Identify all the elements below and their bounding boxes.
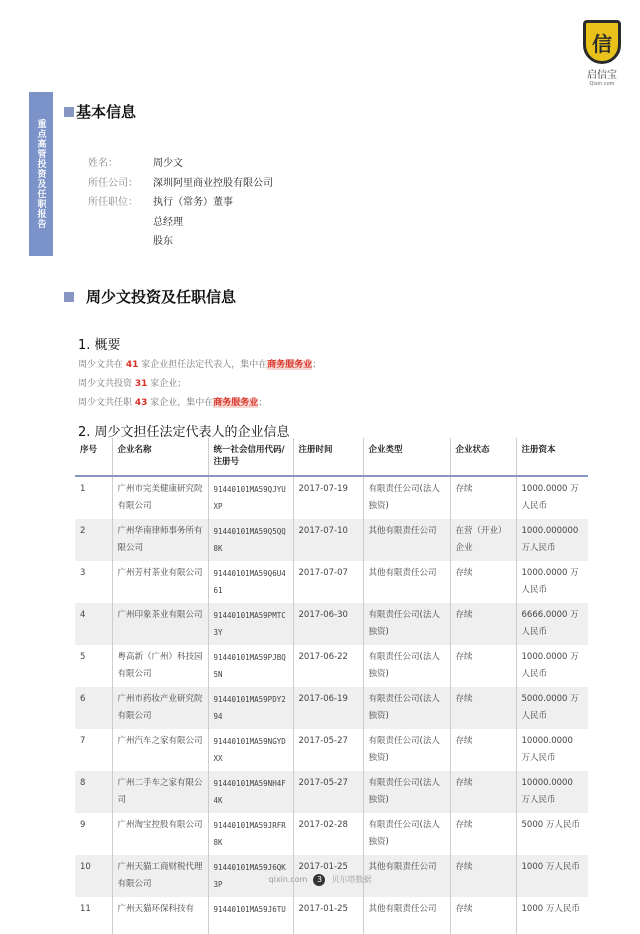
info-label: 所任职位： [88,197,138,209]
table-cell: 广州淘宝控股有限公司 [112,813,208,855]
summary-line: 周少文共在 41 家企业担任法定代表人，集中在商务服务业； [78,360,322,370]
table-cell: 5 [80,652,86,662]
column-header: 注册资本 [516,438,588,476]
table-row [75,561,588,603]
table-cell: 10000.0000 万人民币 [516,771,588,813]
table-row [75,519,588,561]
column-header: 企业状态 [450,438,516,476]
table-cell: 存续 [450,687,516,729]
basic-info-heading [64,101,136,122]
table-cell: 存续 [450,771,516,813]
bullet-square-icon [64,107,74,117]
info-value: 总经理 [153,216,183,228]
table-row [75,813,588,855]
table-cell: 广州印象茶业有限公司 [112,603,208,645]
shield-logo-icon: 信 [583,20,621,64]
table-cell: 存续 [450,476,516,519]
table-cell: 广州天猫环保科技有 [112,897,208,934]
info-value: 股东 [153,236,173,248]
table-cell: 91440101MA59J6QK3P [208,855,293,897]
table-cell: 91440101MA59QJYUXP [208,476,293,519]
page-number: 3 [313,874,325,886]
table-row [75,645,588,687]
qixin-logo [578,20,626,87]
table-cell: 有限责任公司(法人独资) [363,813,450,855]
section-heading [64,286,236,307]
overview-summary [78,356,321,413]
table-cell: 广州二手车之家有限公司 [112,771,208,813]
table-cell: 1 [80,484,86,494]
table-cell: 有限责任公司(法人独资) [363,603,450,645]
table-cell: 1000 万人民币 [516,855,588,897]
table-cell: 2017-07-10 [293,519,363,561]
table-cell: 其他有限责任公司 [363,519,450,561]
table-cell: 2017-07-07 [293,561,363,603]
info-value: 深圳阿里商业控股有限公司 [153,177,273,189]
overview-title: 1. 概要 [78,338,121,353]
table-cell: 1000.0000 万人民币 [516,645,588,687]
table-cell: 91440101MA59JRFR8K [208,813,293,855]
info-value: 周少文 [153,158,183,170]
table-cell: 91440101MA59NGYDXX [208,729,293,771]
logo-url: Qixin.com [589,81,615,87]
table-cell: 2017-06-19 [293,687,363,729]
column-header: 统一社会信用代码/注册号 [208,438,293,476]
table-cell: 广州芳村茶业有限公司 [112,561,208,603]
basic-info [88,152,273,250]
table-row [75,897,588,934]
info-row [88,191,273,211]
table-cell: 91440101MA59NH4F4K [208,771,293,813]
table-cell: 1000 万人民币 [516,897,588,934]
table-cell: 2017-01-25 [293,855,363,897]
table-cell: 2017-01-25 [293,897,363,934]
table-cell: 3 [80,568,86,578]
table-cell: 4 [75,603,112,645]
table-cell: 6666.0000 万人民币 [516,603,588,645]
heading-text: 基本信息 [76,103,137,121]
table-cell: 存续 [450,813,516,855]
table-cell: 其他有限责任公司 [363,561,450,603]
column-header: 企业名称 [112,438,208,476]
info-row [88,172,273,192]
table-cell: 91440101MA59Q5QQ8K [208,519,293,561]
info-row [88,152,273,172]
column-header: 企业类型 [363,438,450,476]
table-cell: 7 [80,736,86,746]
table-cell: 91440101MA59PDY294 [208,687,293,729]
table-cell: 2 [75,519,112,561]
table-cell: 2017-06-22 [293,645,363,687]
table-cell: 91440101MA59PMTC3Y [208,603,293,645]
table-cell: 其他有限责任公司 [363,897,450,934]
heading-text: 周少文投资及任职信息 [86,288,237,306]
table-cell: 2017-07-19 [293,476,363,519]
table-row [75,771,588,813]
table-cell: 1000.0000 万人民币 [516,476,588,519]
column-header: 序号 [75,438,112,476]
table-cell: 2017-02-28 [293,813,363,855]
info-row [88,211,273,231]
logo-name: 启信宝 [587,70,617,81]
table-cell: 5000 万人民币 [516,813,588,855]
table-row [75,729,588,771]
table-cell: 91440101MA59Q6U461 [208,561,293,603]
table-cell: 存续 [450,603,516,645]
table-cell: 广州汽车之家有限公司 [112,729,208,771]
table-cell: 存续 [450,855,516,897]
footer-site: qixin.com [268,875,308,884]
table-row [75,476,588,519]
table-cell: 10000.0000 万人民币 [516,729,588,771]
table-cell: 广州市完美健康研究院有限公司 [112,476,208,519]
info-value: 执行（常务）董事 [153,197,233,209]
footer-brand: 贝尔塔数据 [331,875,372,884]
table-row [75,687,588,729]
legal-rep-title: 2. 周少文担任法定代表人的企业信息 [78,425,290,440]
table-row [75,603,588,645]
info-label: 所任公司： [88,177,138,189]
table-cell: 2017-05-27 [293,729,363,771]
column-header: 注册时间 [293,438,363,476]
table-cell: 2017-05-27 [293,771,363,813]
table-cell: 有限责任公司(法人独资) [363,645,450,687]
table-cell: 广州市药妆产业研究院有限公司 [112,687,208,729]
table-cell: 91440101MA59J6TU [208,897,293,934]
legal-rep-table [75,438,588,934]
table-cell: 9 [80,820,86,830]
table-cell: 存续 [450,645,516,687]
table-cell: 在营（开业）企业 [450,519,516,561]
table-cell: 存续 [450,897,516,934]
table-cell: 存续 [450,561,516,603]
table-cell: 有限责任公司(法人独资) [363,476,450,519]
table-cell: 10 [75,855,112,897]
table-cell: 广州天猫工商财税代理有限公司 [112,855,208,897]
table-cell: 2017-06-30 [293,603,363,645]
side-tab: 重点高管投资及任职报告 [29,92,53,256]
info-label: 姓名： [88,158,118,170]
summary-line: 周少文共投资 31 家企业； [78,379,187,389]
table-cell: 存续 [450,729,516,771]
info-row [88,230,273,250]
table-cell: 6 [75,687,112,729]
bullet-square-icon [64,292,74,302]
table-cell: 11 [80,904,91,914]
summary-line: 周少文共任职 43 家企业，集中在商务服务业； [78,398,268,408]
table-cell: 91440101MA59PJBQ5N [208,645,293,687]
table-cell: 5000.0000 万人民币 [516,687,588,729]
table-cell: 其他有限责任公司 [363,855,450,897]
footer [0,874,640,886]
table-cell: 粤高新（广州）科技园有限公司 [112,645,208,687]
table-cell: 有限责任公司(法人独资) [363,687,450,729]
table-cell: 有限责任公司(法人独资) [363,729,450,771]
table-cell: 1000.000000 万人民币 [516,519,588,561]
table-cell: 广州华南律师事务所有限公司 [112,519,208,561]
table-cell: 有限责任公司(法人独资) [363,771,450,813]
table-cell: 1000.0000 万人民币 [516,561,588,603]
table-cell: 8 [75,771,112,813]
